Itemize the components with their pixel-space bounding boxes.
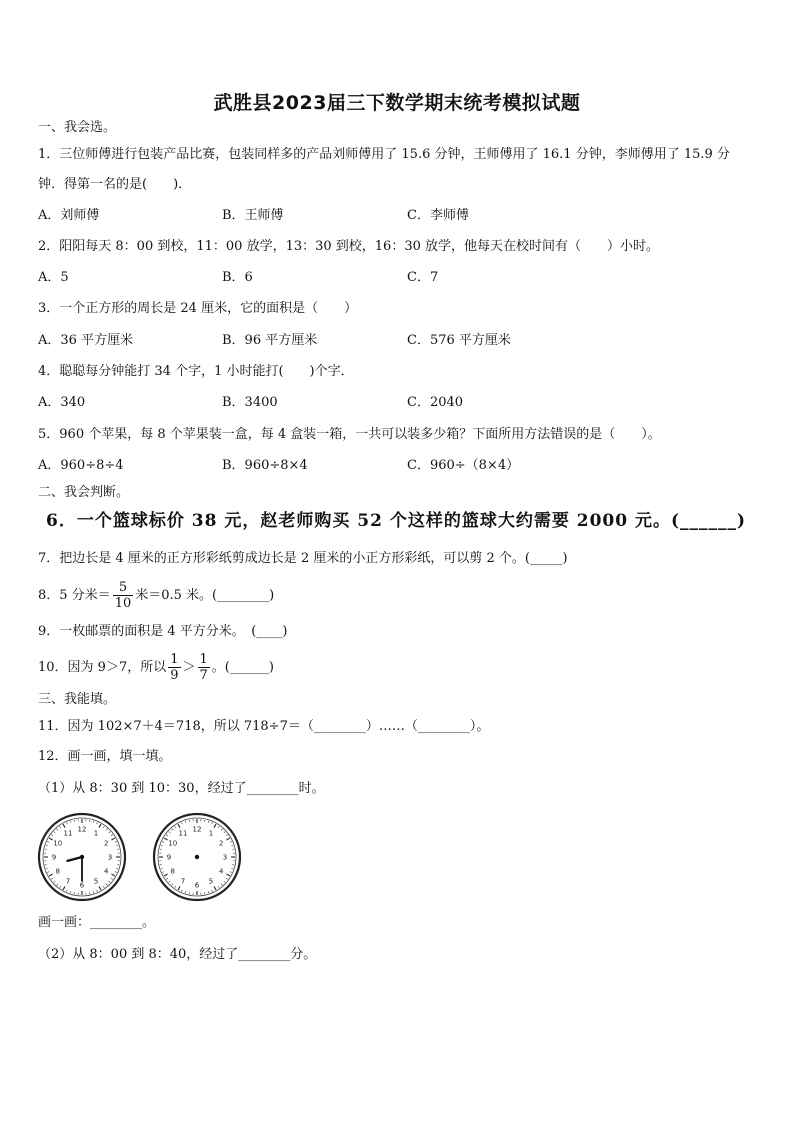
- question-4-option-b[interactable]: B．3400: [222, 395, 278, 410]
- clock-numeral: 1: [93, 829, 99, 838]
- clock-numeral: 12: [192, 825, 202, 834]
- clock-numeral: 7: [180, 877, 186, 886]
- clock-numeral: 6: [79, 881, 85, 890]
- clock-numeral: 2: [104, 839, 109, 848]
- section-heading-choose: 一、我会选。: [38, 120, 117, 135]
- clock-numeral: 11: [63, 829, 73, 838]
- fraction-one-seventh: [198, 652, 210, 683]
- question-12-part-2: （2）从 8：00 到 8：40，经过了________分。: [38, 947, 317, 962]
- section-heading-fill: 三、我能填。: [38, 692, 117, 707]
- question-2-option-a[interactable]: A．5: [38, 270, 69, 285]
- fraction-numerator: 1: [199, 652, 208, 667]
- question-3-option-c[interactable]: C．576 平方厘米: [407, 333, 511, 348]
- question-1-line2: 钟．得第一名的是( )．: [38, 177, 192, 192]
- question-8: [38, 578, 274, 614]
- question-5-option-b[interactable]: B．960÷8×4: [222, 458, 308, 473]
- question-1-option-a[interactable]: A．刘师傅: [38, 208, 100, 223]
- clock-numeral: 9: [166, 853, 172, 862]
- clock-numeral: 10: [53, 839, 63, 848]
- clock-numeral: 7: [65, 877, 71, 886]
- clock-numeral: 6: [194, 881, 200, 890]
- greater-than-sign: ＞: [182, 660, 196, 675]
- question-5-option-a[interactable]: A．960÷8÷4: [38, 458, 124, 473]
- question-8-prefix: 8．5 分米＝: [38, 588, 111, 603]
- clock-face-830: [37, 812, 127, 902]
- question-9: 9．一枚邮票的面积是 4 平方分米。 (____): [38, 624, 288, 639]
- question-4: 4．聪聪每分钟能打 34 个字，1 小时能打( )个字．: [38, 364, 354, 379]
- question-10-suffix: 。(______): [211, 660, 274, 675]
- question-2-option-c[interactable]: C．7: [407, 270, 439, 285]
- question-1-option-c[interactable]: C．李师傅: [407, 208, 469, 223]
- clock-center-pin: [80, 855, 84, 859]
- page-title: 武胜县2023届三下数学期末统考模拟试题: [213, 92, 581, 114]
- draw-answer: 画一画：________。: [38, 915, 156, 930]
- fraction-one-ninth: [168, 652, 180, 683]
- question-11: 11．因为 102×7＋4＝718，所以 718÷7＝（________）……（________）。: [38, 719, 490, 734]
- question-3: 3．一个正方形的周长是 24 厘米，它的面积是（ ）: [38, 301, 358, 316]
- clock-2-dial: [154, 814, 240, 900]
- clock-numeral: 4: [219, 867, 224, 876]
- fraction-numerator: 1: [170, 652, 179, 667]
- question-5-option-c[interactable]: C．960÷（8×4）: [407, 458, 520, 473]
- question-1-line1: 1．三位师傅进行包装产品比赛，包装同样多的产品刘师傅用了 15.6 分钟，王师傅用了 16.1 分钟，李师傅用了 15.9 分: [38, 147, 730, 162]
- question-3-option-a[interactable]: A．36 平方厘米: [38, 333, 134, 348]
- clock-numeral: 3: [107, 853, 113, 862]
- clock-numeral: 11: [178, 829, 188, 838]
- question-1-option-b[interactable]: B．王师傅: [222, 208, 284, 223]
- clock-numeral: 1: [208, 829, 214, 838]
- clock-numeral: 3: [222, 853, 228, 862]
- clock-numeral: 4: [104, 867, 109, 876]
- clock-numeral: 12: [77, 825, 87, 834]
- clock-numeral: 9: [51, 853, 57, 862]
- clock-1-dial: [39, 814, 125, 900]
- question-5: 5．960 个苹果，每 8 个苹果装一盒，每 4 盒装一箱，一共可以装多少箱？下面所用方法错误的是（ ）。: [38, 427, 661, 442]
- question-8-suffix: 米＝0.5 米。(________): [135, 588, 275, 603]
- question-10: [38, 650, 274, 686]
- clock-numeral: 8: [55, 867, 60, 876]
- clock-face-blank[interactable]: [152, 812, 242, 902]
- question-10-prefix: 10．因为 9＞7，所以: [38, 660, 167, 675]
- question-7: 7．把边长是 4 厘米的正方形彩纸剪成边长是 2 厘米的小正方形彩纸，可以剪 2 个。(_____): [38, 551, 568, 566]
- clock-numeral: 5: [93, 877, 99, 886]
- question-4-option-c[interactable]: C．2040: [407, 395, 464, 410]
- clock-numeral: 10: [168, 839, 178, 848]
- question-2: 2．阳阳每天 8：00 到校，11：00 放学，13：30 到校，16：30 放学，他每天在校时间有（ ）小时。: [38, 239, 659, 254]
- fraction-numerator: 5: [113, 580, 134, 596]
- question-2-option-b[interactable]: B．6: [222, 270, 253, 285]
- question-12: 12．画一画，填一填。: [38, 749, 172, 764]
- question-6: 6．一个篮球标价 38 元，赵老师购买 52 个这样的篮球大约需要 2000 元。(______): [46, 511, 747, 531]
- clock-numeral: 5: [208, 877, 214, 886]
- clock-numeral: 2: [219, 839, 224, 848]
- fraction-denominator: 10: [114, 596, 132, 611]
- question-4-option-a[interactable]: A．340: [38, 395, 86, 410]
- clock-numeral: 8: [170, 867, 175, 876]
- clock-center-pin: [195, 855, 199, 859]
- question-12-part-1: （1）从 8：30 到 10：30，经过了________时。: [38, 781, 325, 796]
- fraction-five-tenths: [113, 580, 134, 611]
- fraction-denominator: 9: [170, 668, 179, 683]
- fraction-denominator: 7: [199, 668, 208, 683]
- question-3-option-b[interactable]: B．96 平方厘米: [222, 333, 318, 348]
- section-heading-judge: 二、我会判断。: [38, 485, 130, 500]
